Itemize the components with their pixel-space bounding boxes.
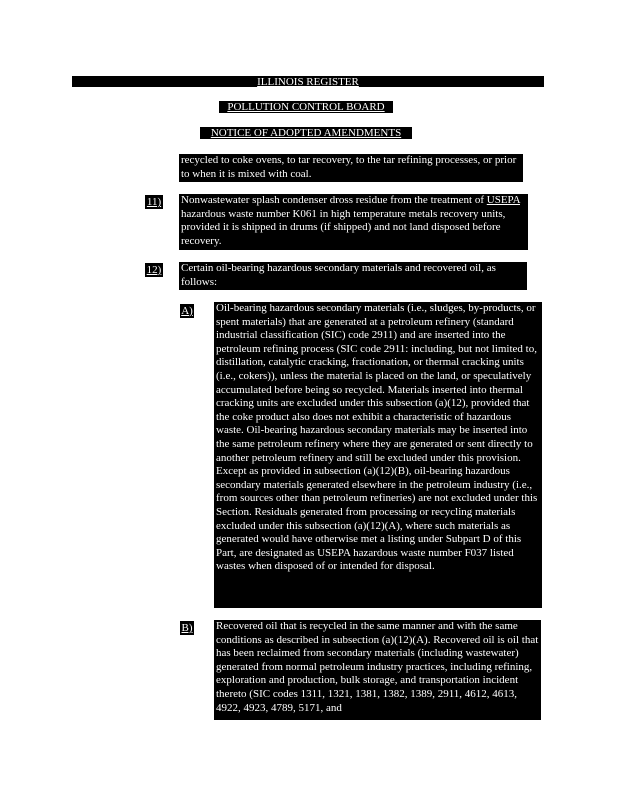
item-a-label: A): [181, 305, 193, 317]
item-11-text-usepa: USEPA: [486, 194, 520, 206]
item-12-label: 12): [146, 264, 162, 276]
item-11-paragraph: [179, 194, 528, 250]
item-11-text-after: hazardous waste number K061 in high temperature metals recovery units, provided it is shipped in drums (if shipped) and not land disposed before recovery.: [181, 207, 506, 247]
notice-header: NOTICE OF ADOPTED AMENDMENTS: [200, 127, 412, 139]
item-11-text-before: Nonwastewater splash condenser dross residue from the treatment of: [181, 194, 487, 206]
register-header: ILLINOIS REGISTER: [72, 76, 544, 87]
item-12-paragraph: Certain oil-bearing hazardous secondary materials and recovered oil, as follows:: [179, 262, 527, 290]
item-b-paragraph: Recovered oil that is recycled in the same manner and with the same conditions as described in subsection (a)(12)(A). Recovered oil is oil that has been reclaimed from secondary materials (including wastewater) generated from normal petroleum industry practices, including refining, exploration and production, bulk storage, and transportation incident thereto (SIC codes 1311, 1321, 1381, 1382, 1389, 2911, 4612, 4613, 4922, 4923, 4789, 5171, and: [214, 620, 541, 720]
item-11-label: 11): [146, 196, 162, 208]
item-b-label: B): [181, 622, 193, 634]
intro-paragraph: recycled to coke ovens, to tar recovery, to the tar refining processes, or prior to when it is mixed with coal.: [179, 154, 523, 182]
item-a-paragraph: Oil-bearing hazardous secondary materials (i.e., sludges, by-products, or spent materials) that are generated at a petroleum refinery (standard industrial classification (SIC) code 2911) and are inserted into the petroleum refining process (SIC code 2911: including, but not limited to, distillation, catalytic cracking, fractionation, or thermal cracking units (i.e., cokers)), unless the material is placed on the land, or speculatively accumulated before being so recycled. Materials inserted into thermal cracking units are excluded under this subsection (a)(12), provided that the coke product also does not exhibit a characteristic of hazardous waste. Oil-bearing hazardous secondary materials may be inserted into the same petroleum refinery where they are generated or sent directly to another petroleum refinery and still be excluded under this provision. Except as provided in subsection (a)(12)(B), oil-bearing hazardous secondary materials generated elsewhere in the petroleum industry (i.e., from sources other than petroleum refineries) are not excluded under this Section. Residuals generated from processing or recycling materials excluded under this subsection (a)(12)(A), where such materials as generated would have otherwise met a listing under Subpart D of this Part, are designated as USEPA hazardous waste number F037 listed wastes when disposed of or intended for disposal.: [214, 302, 542, 608]
board-header: POLLUTION CONTROL BOARD: [219, 101, 393, 113]
